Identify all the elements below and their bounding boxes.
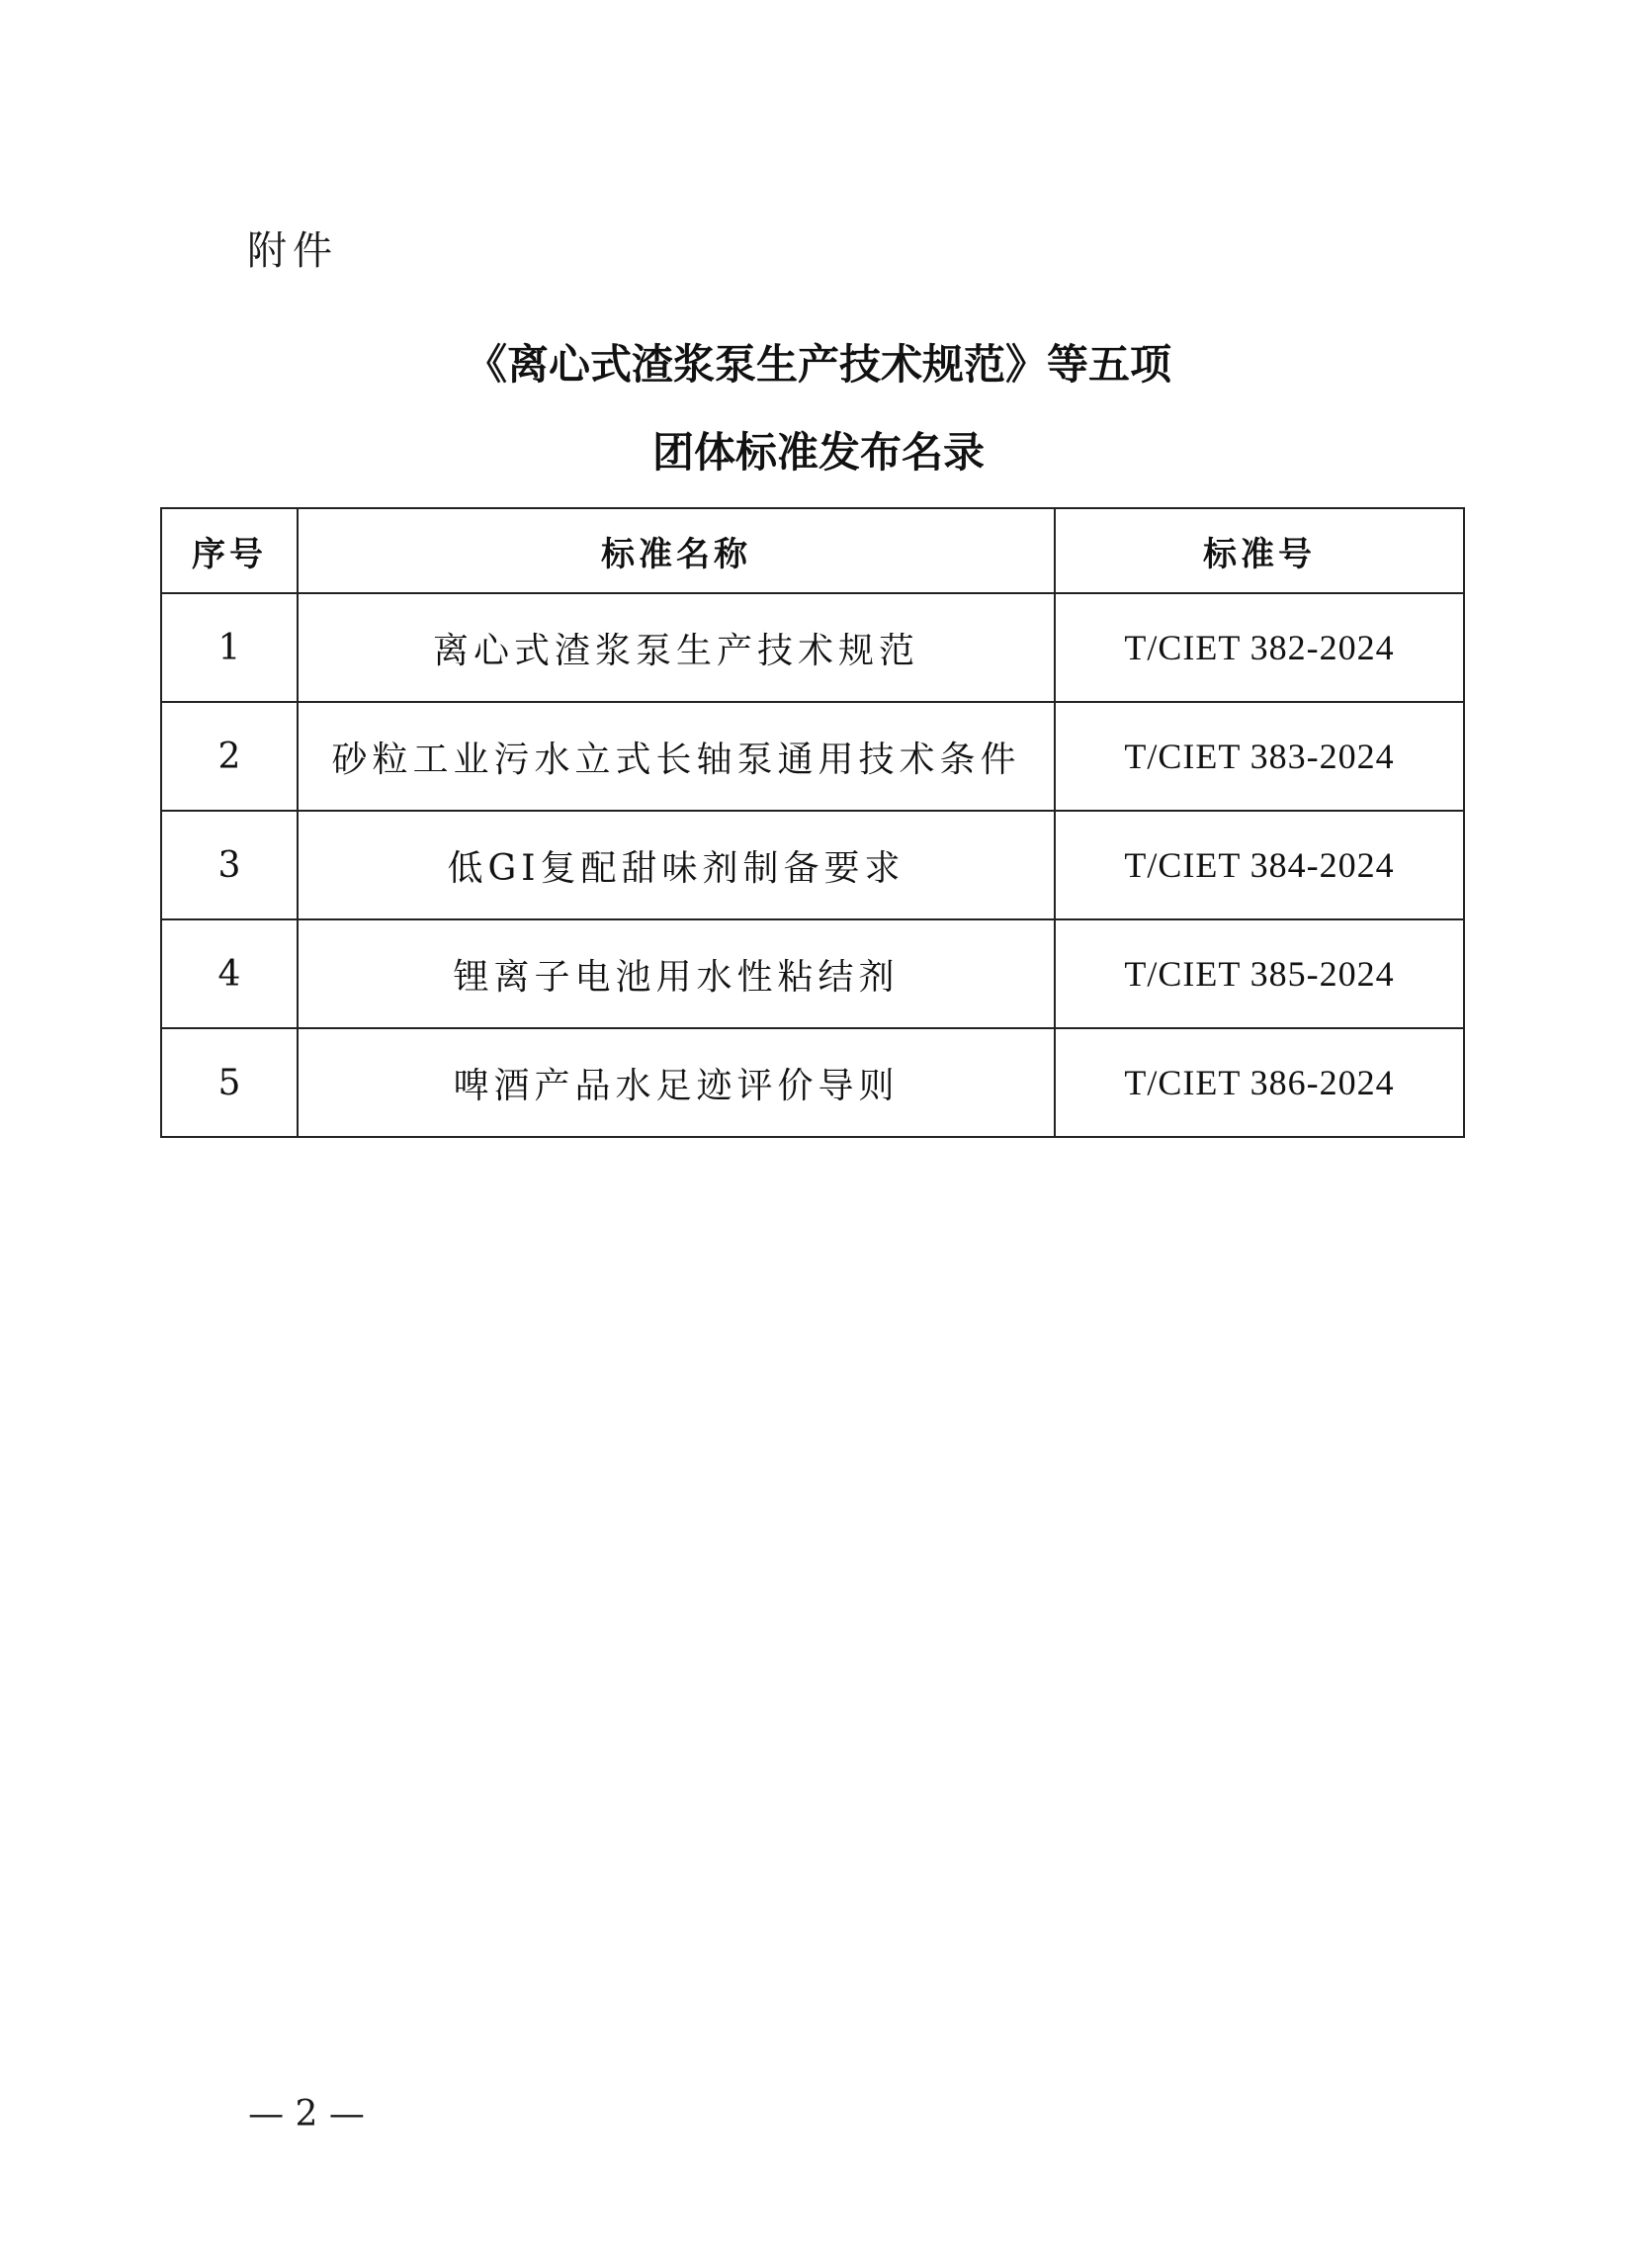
table-row xyxy=(161,811,1464,919)
row-standard-name: 啤酒产品水足迹评价导则 xyxy=(298,1028,1055,1137)
row-standard-code: T/CIET 383-2024 xyxy=(1055,702,1464,811)
attachment-label: 附件 xyxy=(247,228,338,274)
row-standard-name: 离心式渣浆泵生产技术规范 xyxy=(298,593,1055,702)
row-standard-code: T/CIET 384-2024 xyxy=(1055,811,1464,919)
standards-table xyxy=(160,507,1465,1138)
row-number: 5 xyxy=(161,1028,298,1137)
header-number: 序号 xyxy=(161,508,298,593)
header-code: 标准号 xyxy=(1055,508,1464,593)
row-standard-code: T/CIET 382-2024 xyxy=(1055,593,1464,702)
header-name: 标准名称 xyxy=(298,508,1055,593)
document-title-line-1: 《离心式渣浆泵生产技术规范》等五项 xyxy=(465,340,1171,389)
table-row xyxy=(161,919,1464,1028)
row-standard-code: T/CIET 386-2024 xyxy=(1055,1028,1464,1137)
table-row xyxy=(161,593,1464,702)
row-standard-name: 砂粒工业污水立式长轴泵通用技术条件 xyxy=(298,702,1055,811)
table-header-row xyxy=(161,508,1464,593)
document-title-line-2: 团体标准发布名录 xyxy=(651,428,985,477)
row-standard-code: T/CIET 385-2024 xyxy=(1055,919,1464,1028)
row-number: 4 xyxy=(161,919,298,1028)
row-number: 3 xyxy=(161,811,298,919)
row-standard-name: 锂离子电池用水性粘结剂 xyxy=(298,919,1055,1028)
page-number: — 2 — xyxy=(248,2094,365,2135)
row-number: 2 xyxy=(161,702,298,811)
row-standard-name: 低GI复配甜味剂制备要求 xyxy=(298,811,1055,919)
table-row xyxy=(161,702,1464,811)
table-row xyxy=(161,1028,1464,1137)
row-number: 1 xyxy=(161,593,298,702)
